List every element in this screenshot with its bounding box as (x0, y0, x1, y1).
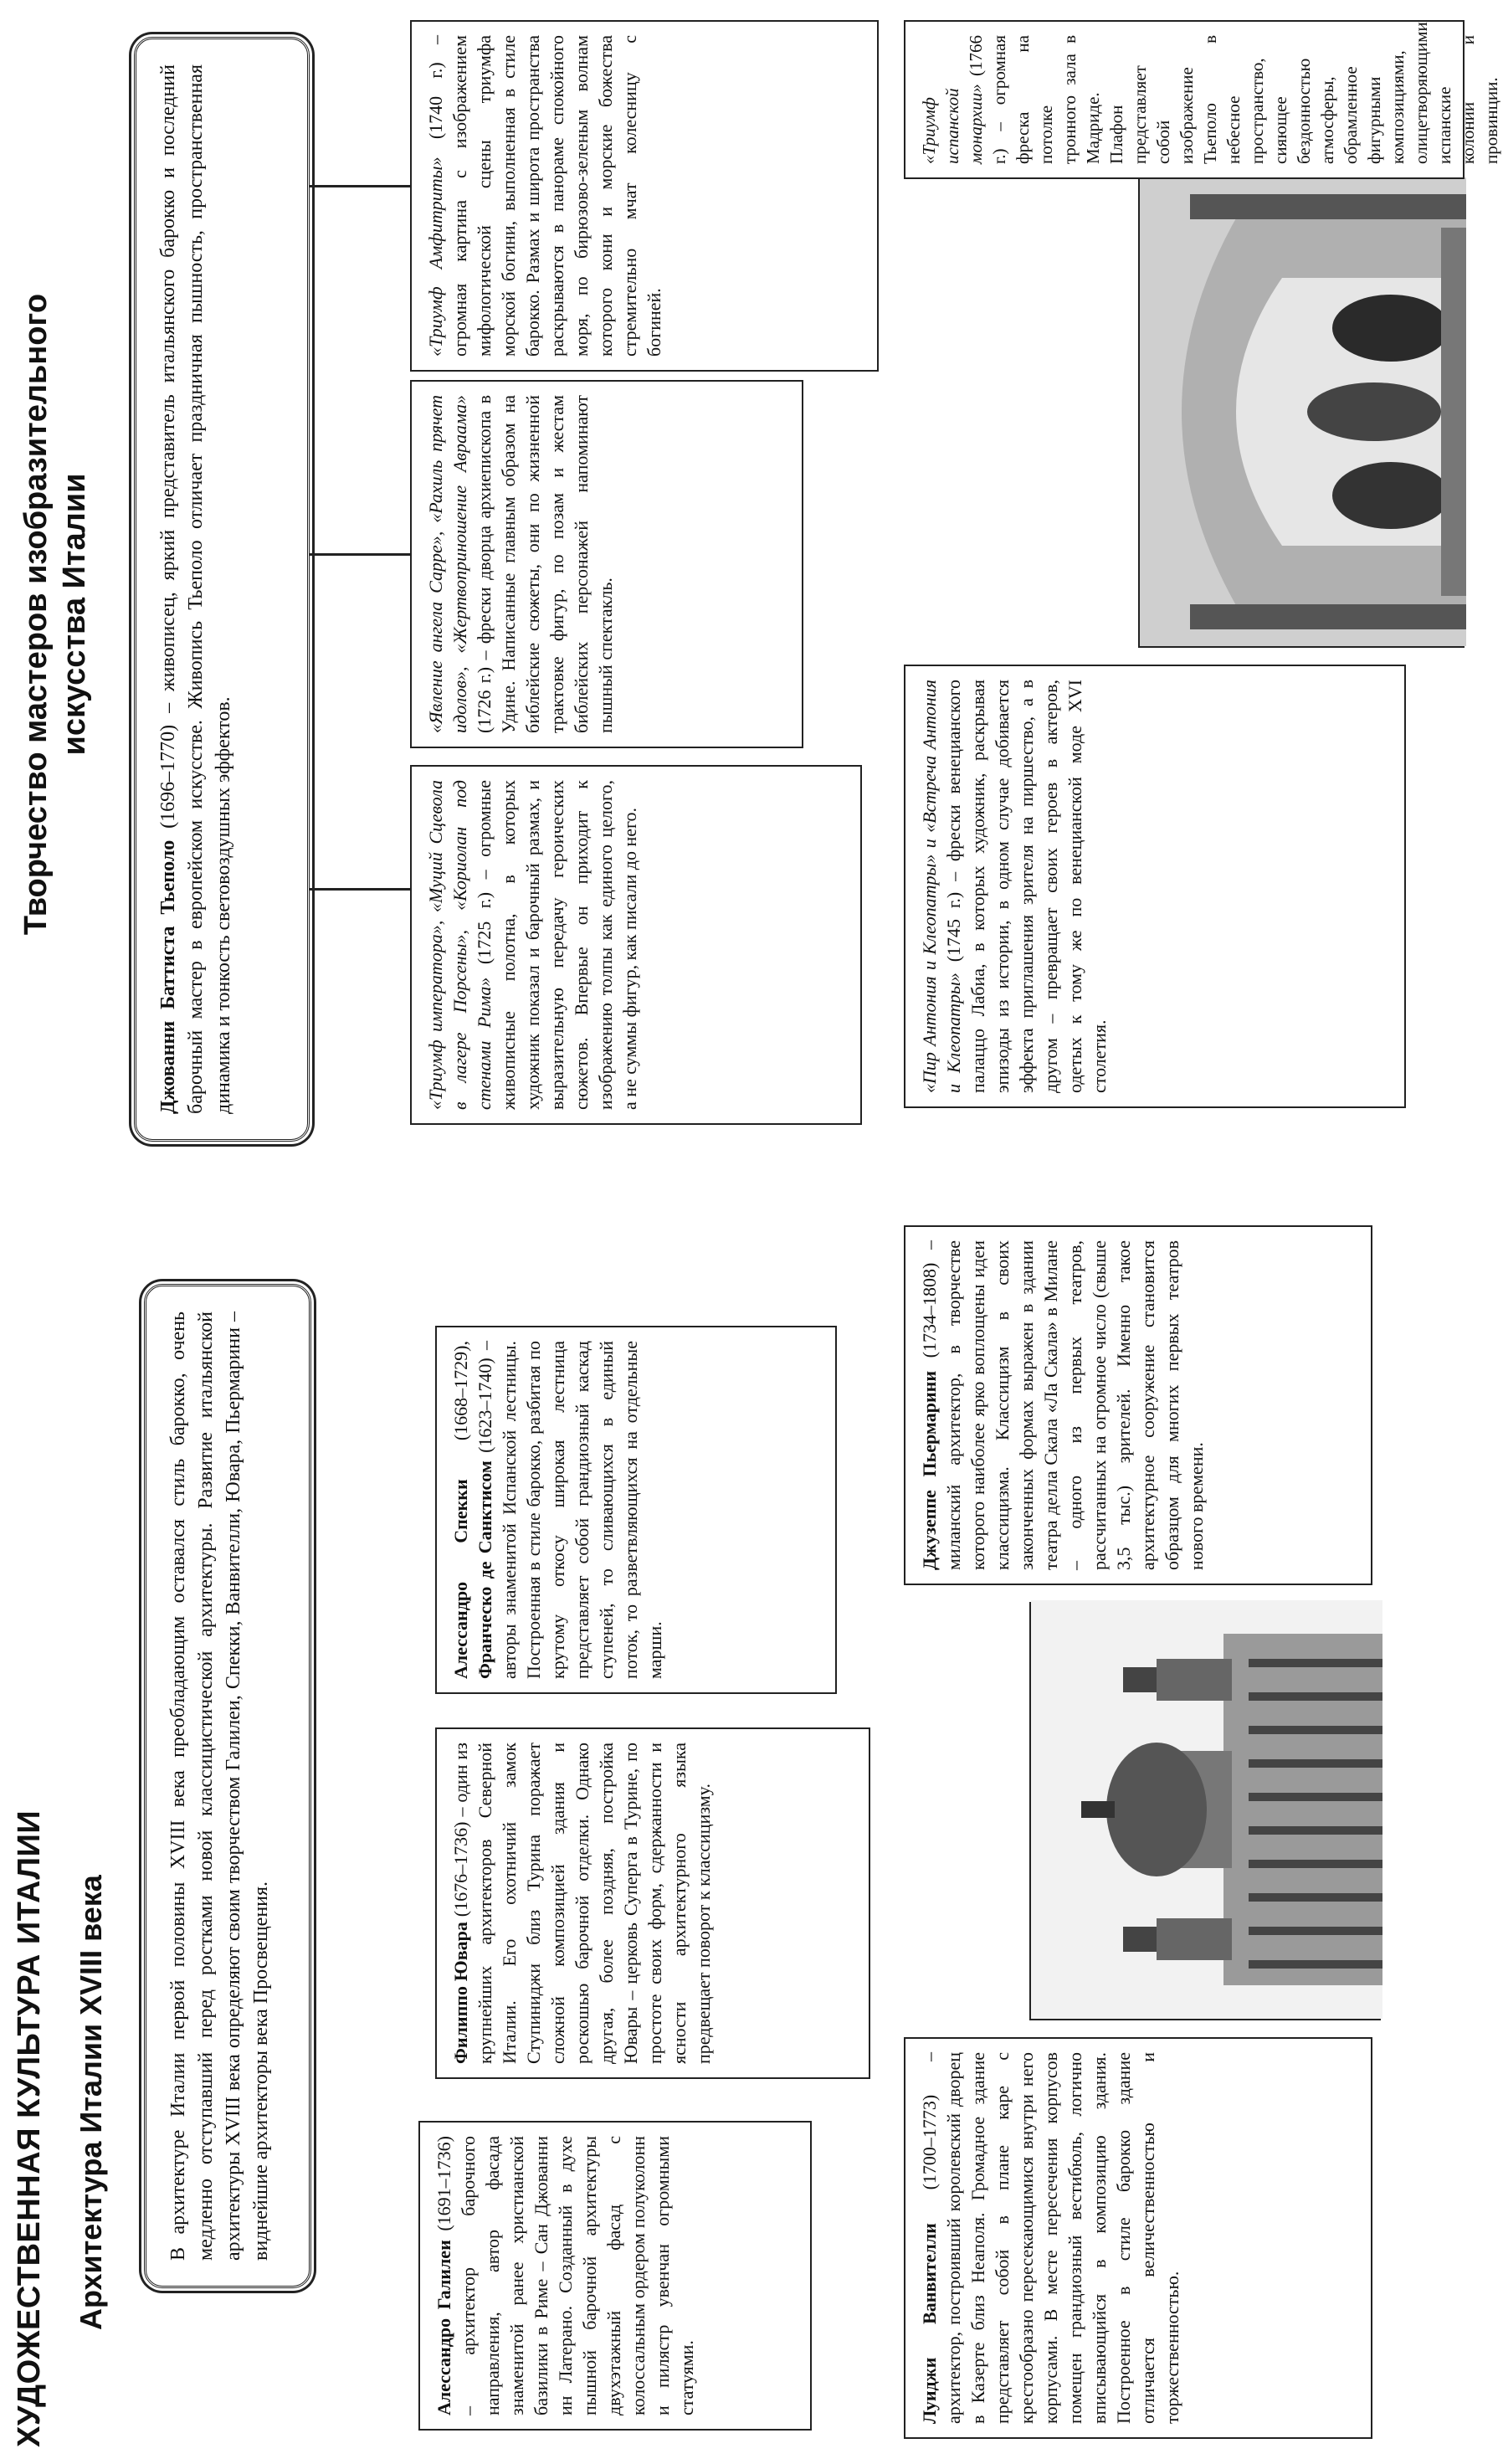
painting-heading-line2: искусства Италии (57, 473, 92, 756)
work-text: (1740 г.) – огромная картина с изображением мифологической сцены триумфа морской богини, выполненная в стиле барокко. Размах и широта пространства раскрываются в панораме спокойного моря, по бирюзово-зеленым волнам которого кони и морские божества стремительно мчат колесницу с богиней. (425, 35, 664, 357)
work-card-spanish-monarchy (904, 20, 1501, 179)
tiepolo-name: Джованни Баттиста Тьеполо (157, 839, 179, 1114)
architect-card-juvarra (435, 1727, 870, 2079)
tiepolo-text: (1696–1770) – живописец, яркий представитель итальянского барокко и последний барочный мастер в европейском искусстве. Живопись Тьеполо отличает праздничная пышность, пространственная динамика и тонкость световоздушных эффектов. (157, 64, 234, 1114)
architect-text: (1700–1773) – архитектор, построивший королевский дворец в Казерте близ Неаполя. Громадное здание представляет собой в плане каре с крестообразно пересекающимися внутри него корпусами. В месте пересечения корпусов помещен грандиозный вестибюль, логично вписывающийся в композицию здания. Построенное в стиле барокко здание отличается величественностью и торжественностью. (919, 2052, 1182, 2424)
architect-name-2: Франческо де Санктисом (474, 1460, 495, 1679)
work-titles: «Пир Антония и Клеопатры» и «Встреча Антония и Клеопатры» (919, 680, 964, 1093)
connector-line (310, 185, 410, 187)
fresco-illustration (1140, 177, 1466, 646)
architect-card-piermarini (904, 1225, 1372, 1585)
architect-name: Луиджи Ванвителли (919, 2223, 940, 2424)
architect-name: Филиппо Ювара (450, 1922, 471, 2064)
work-titles: «Триумф Амфитриты» (425, 157, 446, 357)
superga-church-image (1029, 1602, 1381, 2020)
architect-text: (1734–1808) – миланский архитектор, в творчестве которого наиболее ярко воплощены идеи классицизма. Классицизм в своих законченных формах выражен в здании театра делла Скала «Ла Скала» в Милане – одного из первых театров, рассчитанных на огромное число (свыше 3,5 тыс.) зрителей. Именно такое архитектурное сооружение становится образцом для многих первых театров нового времени. (919, 1240, 1207, 1570)
architect-text: (1676–1736) – один из крупнейших архитекторов Северной Италии. Его охотничий замок Ступиниджи близ Турина поражает сложной композицией здания и роскошью барочной отделки. Однако другая, более поздняя, постройка Ювары – церковь Суперга в Турине, по простоте своих форм, сдержанности и ясности архитектурного языка предвещает поворот к классицизму. (450, 1743, 714, 2064)
architect-card-galilei (418, 2121, 812, 2431)
work-text: (1725 г.) – огромные живописные полотна, в которых художник показал и барочный размах, и выразительную передачу героических сюжетов. Впервые он приходит к изображению толпы как единого целого, а не суммы фигур, как писали до него. (474, 780, 640, 1110)
painting-heading (17, 37, 100, 1192)
work-text: (1766 г.) – огромная фреска на потолке тронного зала в Мадриде. Плафон представляет собой изображение Тьеполо в небесное пространство, сияющее бездонностью атмосферы, обрамленное фигурными композициями, олицетворяющими испанские колонии и провинции. (966, 22, 1501, 164)
architect-text: (1623–1740) – авторы знаменитой Испанской лестницы. Построенная в стиле барокко, разбитая по крутому откосу широкая лестница представляет собой грандиозный каскад ступеней, то сливающихся в единый поток, то разветвляющихся на отдельные марши. (474, 1341, 665, 1679)
work-card-amphitrite (410, 20, 879, 372)
connector-line (310, 888, 410, 891)
work-text: (1745 г.) – фрески венецианского палаццо Лабиа, в которых художник, раскрывая эпизоды из истории, в одном случае добивается эффекта приглашения зрителя на пиршество, а в другом – превращает своих героев в актеров, одетых к тому же по венецианской моде XVI столетия. (943, 680, 1110, 1093)
work-titles: «Явление ангела Сарре», «Рахиль прячет идолов», «Жертвоприношение Авраама» (425, 395, 470, 733)
work-card-udine-frescoes (410, 380, 803, 748)
architect-card-specchi: Алессандро Спекки (1668–1729), Франческо де Санктисом (1623–1740) – авторы знаменитой Испанской лестницы. Построенная в стиле барокко, разбитая по крутому откосу широкая лестница представляет собой грандиозный каскад ступеней, то сливающихся в единый поток, то разветвляющихся на отдельные марши. (435, 1326, 837, 1694)
work-card-triumph-emperor (410, 765, 862, 1125)
tiepolo-intro (134, 37, 310, 1142)
connector-line (310, 553, 410, 556)
architect-card-vanvitelli (904, 2037, 1372, 2439)
architect-name: Алессандро Спекки (450, 1479, 471, 1679)
fresco-image (1138, 179, 1465, 648)
work-titles: «Триумф императора», «Муций Сцевола в лагере Порсены», «Кориолан под стенами Рима» (425, 780, 495, 1110)
work-text: (1726 г.) – фрески дворца архиепископа в Удине. Написанные главным образом на библейские сюжеты, они по жизненной трактовке фигур, по позам и жестам библейских персонажей напоминают пышный спектакль. (474, 395, 616, 733)
architecture-heading: Архитектура Италии XVIII века (74, 1875, 108, 2330)
church-illustration (1031, 1600, 1382, 2019)
painting-heading-line1: Творчество мастеров изобразительного (18, 293, 54, 936)
architect-text: (1691–1736) – архитектор барочного направления, автор фасада знаменитой ранее христианской базилики в Риме – Сан Джованни ин Латерано. Созданный в духе пышной барочной архитектуры двухэтажный фасад с колоссальным ордером полуколонн и пилястр увенчан огромными статуями. (433, 2136, 697, 2415)
architect-name: Джузеппе Пьермарини (919, 1371, 940, 1570)
architect-name: Алессандро Галилеи (433, 2240, 454, 2415)
page-title: ХУДОЖЕСТВЕННАЯ КУЛЬТУРА ИТАЛИИ (12, 1810, 47, 2447)
work-card-antony-cleopatra (904, 665, 1406, 1108)
architecture-intro: В архитектуре Италии первой половины XVIII века преобладающим оставался стиль барокко, очень медленно отступавший перед ростками новой классицистической архитектуры. Развитие итальянской архитектуры XVIII века определяют своим творчеством Галилеи, Спекки, Ванвителли, Ювара, Пьермарини – виднейшие архитекторы века Просвещения. (144, 1284, 311, 2288)
work-titles: «Триумф испанской монархии» (919, 84, 986, 164)
